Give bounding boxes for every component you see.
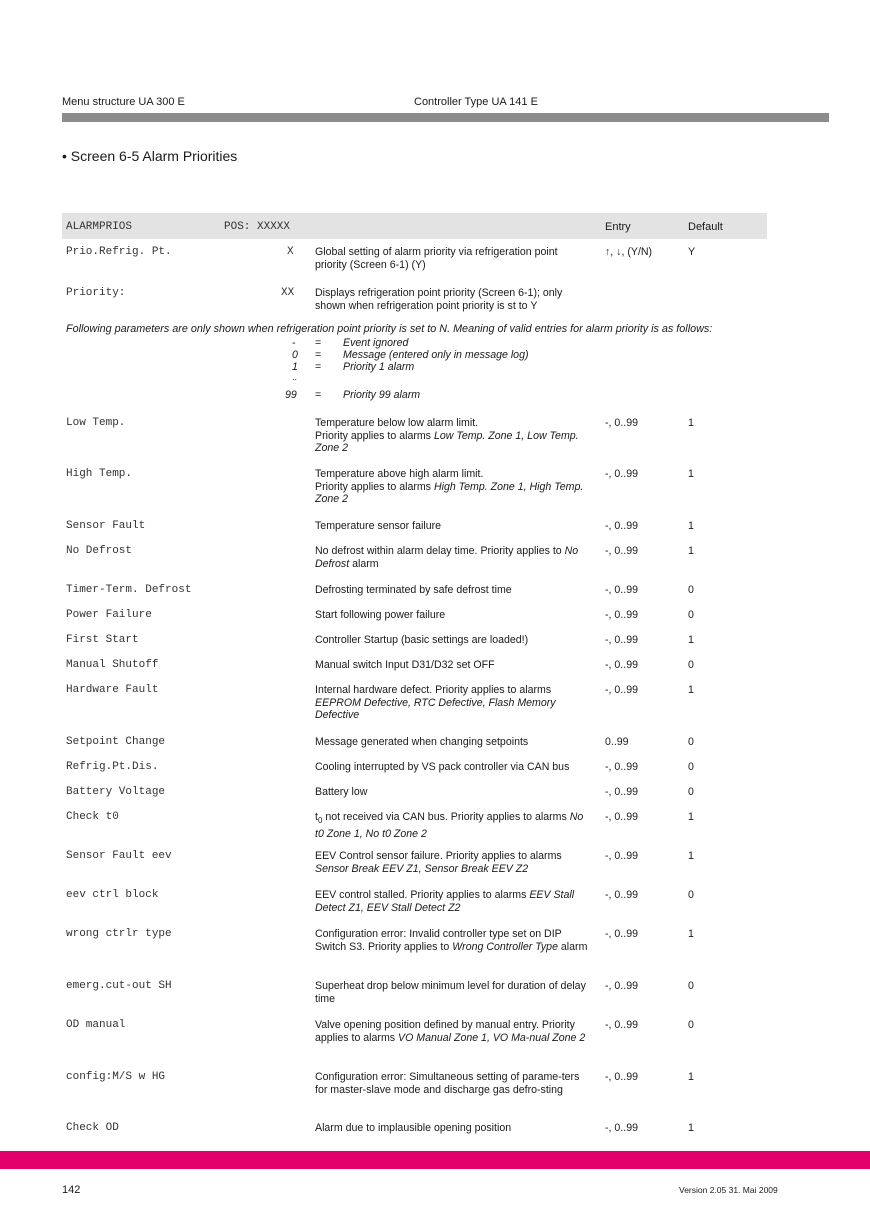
desc-text: Temperature sensor failure [315, 520, 442, 532]
header-rule [62, 113, 829, 122]
param-entry: -, 0..99 [605, 417, 638, 429]
legend-text: Priority 99 alarm [343, 389, 421, 401]
param-default: 1 [688, 850, 694, 862]
param-default: 1 [688, 634, 694, 646]
desc-text: Temperature above high alarm limit. [315, 468, 484, 480]
desc-alarm-names: EEV Stall Detect Z1, EEV Stall Detect Z2 [315, 889, 575, 914]
legend-key: 0 [292, 349, 298, 361]
param-description [315, 928, 591, 953]
param-description [315, 520, 591, 533]
param-default: 1 [688, 811, 694, 823]
priority-legend [0, 337, 870, 403]
param-name: First Start [66, 634, 139, 646]
desc-text: alarm [557, 940, 588, 953]
legend-key: - [292, 337, 296, 349]
param-entry: -, 0..99 [605, 889, 638, 901]
param-description [315, 1122, 591, 1135]
param-entry: -, 0..99 [605, 468, 638, 480]
legend-eq: = [315, 349, 322, 361]
desc-text: Priority applies to alarms [315, 429, 434, 442]
desc-text: Valve opening position defined by manual entry. Priority applies to alarms [315, 1019, 575, 1044]
param-description [315, 761, 591, 774]
desc-alarm-names: No Defrost [315, 545, 579, 570]
legend-key: 99 [285, 389, 297, 401]
desc-text: Defrosting terminated by safe defrost time [315, 584, 512, 596]
param-default: 1 [688, 1122, 694, 1134]
desc-text: EEV control stalled. Priority applies to alarms [315, 889, 530, 901]
param-entry: -, 0..99 [605, 811, 638, 823]
desc-alarm-names: High Temp. Zone 1, High Temp. Zone 2 [315, 480, 584, 505]
desc-text: No defrost within alarm delay time. Priority applies to [315, 545, 565, 557]
param-description [315, 786, 591, 799]
param-entry: ↑, ↓, (Y/N) [605, 246, 653, 258]
param-description [315, 609, 591, 622]
param-name: Sensor Fault [66, 520, 146, 532]
note-text: Following parameters are only shown when refrigeration point priority is set to N. Meaning of valid entries for alarm priority is as follows: [66, 323, 713, 335]
param-name: Manual Shutoff [66, 659, 159, 671]
param-entry: -, 0..99 [605, 1122, 638, 1134]
param-name: Power Failure [66, 609, 152, 621]
param-name: No Defrost [66, 545, 133, 557]
param-description: Global setting of alarm priority via refrigeration point priority (Screen 6-1) (Y) [315, 246, 558, 271]
desc-text: not received via CAN bus. Priority applies to alarms [322, 811, 570, 823]
param-entry: -, 0..99 [605, 684, 638, 696]
param-name: Timer-Term. Defrost [66, 584, 192, 596]
param-description [315, 1019, 591, 1044]
desc-text: Priority applies to alarms [315, 480, 434, 493]
desc-alarm-names: EEPROM Defective, RTC Defective, Flash Memory Defective [315, 696, 556, 721]
param-default: 0 [688, 584, 694, 596]
param-entry: -, 0..99 [605, 850, 638, 862]
param-name: Low Temp. [66, 417, 126, 429]
legend-key: 1 [292, 361, 298, 373]
param-name: emerg.cut-out SH [66, 980, 172, 992]
table-header-entry: Entry [605, 221, 631, 233]
param-default: 0 [688, 659, 694, 671]
desc-text: Battery low [315, 786, 368, 798]
desc-text: Controller Startup (basic settings are loaded!) [315, 634, 529, 646]
section-title-text: Screen 6-5 Alarm Priorities [70, 148, 238, 164]
desc-alarm-names: Sensor Break EEV Z1, Sensor Break EEV Z2 [315, 862, 529, 875]
desc-text: Internal hardware defect. Priority applies to alarms [315, 684, 552, 696]
desc-text: Message generated when changing setpoints [315, 736, 529, 748]
param-default: 0 [688, 786, 694, 798]
desc-alarm-names: No t0 Zone 1, No t0 Zone 2 [315, 811, 584, 840]
param-description [315, 417, 591, 455]
desc-text: Configuration error: Invalid controller type set on DIP Switch S3. Priority applies to [315, 928, 562, 953]
param-description [315, 980, 591, 1005]
param-name: Priority: [66, 287, 126, 299]
desc-subscript: 0 [317, 816, 323, 826]
footer-bar [0, 1151, 870, 1169]
desc-alarm-names: VO Manual Zone 1, VO Ma-nual Zone 2 [398, 1031, 586, 1044]
param-default: Y [688, 246, 696, 258]
desc-prefix: t [315, 811, 318, 823]
param-entry: -, 0..99 [605, 659, 638, 671]
desc-text: alarm [349, 557, 379, 570]
param-default: 0 [688, 1019, 694, 1031]
param-entry: -, 0..99 [605, 761, 638, 773]
running-header-left: Menu structure UA 300 E [62, 96, 185, 108]
param-entry: -, 0..99 [605, 584, 638, 596]
desc-text: Configuration error: Simultaneous setting of parame-ters for master-slave mode and discharge gas defro-sting [315, 1071, 580, 1096]
section-title [62, 148, 237, 164]
param-entry: -, 0..99 [605, 928, 638, 940]
param-name: Check OD [66, 1122, 119, 1134]
desc-text: Superheat drop below minimum level for duration of delay time [315, 980, 586, 1005]
param-description [315, 811, 591, 840]
param-default: 0 [688, 980, 694, 992]
param-description [315, 545, 591, 570]
param-default: 1 [688, 1071, 694, 1083]
param-name: Battery Voltage [66, 786, 166, 798]
param-default: 0 [688, 609, 694, 621]
param-description [315, 850, 591, 875]
param-default: 0 [688, 889, 694, 901]
param-default: 1 [688, 928, 694, 940]
param-entry: -, 0..99 [605, 786, 638, 798]
param-default: 1 [688, 545, 694, 557]
param-default: 1 [688, 417, 694, 429]
param-name: Hardware Fault [66, 684, 159, 696]
legend-text: Priority 1 alarm [343, 361, 415, 373]
param-value: X [287, 246, 294, 258]
param-name: Check t0 [66, 811, 119, 823]
param-description [315, 659, 591, 672]
param-name: High Temp. [66, 468, 133, 480]
param-name: Setpoint Change [66, 736, 166, 748]
param-default: 0 [688, 761, 694, 773]
legend-eq: = [315, 361, 322, 373]
table-header-pos: POS: XXXXX [224, 221, 291, 233]
legend-text: Event ignored [343, 337, 409, 349]
param-entry: -, 0..99 [605, 634, 638, 646]
param-name: config:M/S w HG [66, 1071, 166, 1083]
param-value: XX [281, 287, 295, 299]
desc-text: Manual switch Input D31/D32 set OFF [315, 659, 495, 671]
param-description [315, 889, 591, 914]
param-default: 1 [688, 468, 694, 480]
param-entry: -, 0..99 [605, 545, 638, 557]
table-header [62, 213, 767, 239]
param-entry: -, 0..99 [605, 1071, 638, 1083]
param-description [315, 736, 591, 749]
param-entry: 0..99 [605, 736, 629, 748]
legend-eq: = [315, 389, 322, 401]
param-name: Prio.Refrig. Pt. [66, 246, 172, 258]
param-entry: -, 0..99 [605, 609, 638, 621]
page-number: 142 [62, 1184, 81, 1196]
running-header-center: Controller Type UA 141 E [414, 96, 538, 108]
desc-text: Start following power failure [315, 609, 446, 621]
param-name: Refrig.Pt.Dis. [66, 761, 159, 773]
param-description [315, 1071, 591, 1096]
legend-eq: = [315, 337, 322, 349]
desc-text: EEV Control sensor failure. Priority applies to alarms [315, 850, 562, 862]
param-name: wrong ctrlr type [66, 928, 172, 940]
version-info: Version 2.05 31. Mai 2009 [679, 1185, 778, 1195]
param-entry: -, 0..99 [605, 1019, 638, 1031]
legend-text: Message (entered only in message log) [343, 349, 529, 361]
param-description [315, 584, 591, 597]
desc-alarm-names: Wrong Controller Type [452, 940, 558, 953]
desc-alarm-names: Low Temp. Zone 1, Low Temp. Zone 2 [315, 429, 579, 454]
param-default: 1 [688, 684, 694, 696]
param-name: Sensor Fault eev [66, 850, 172, 862]
param-description: Displays refrigeration point priority (Screen 6-1); only shown when refrigeration point priority is st to Y [315, 287, 563, 312]
desc-text: Cooling interrupted by VS pack controller via CAN bus [315, 761, 570, 773]
desc-text: Alarm due to implausible opening position [315, 1122, 512, 1134]
param-description [315, 468, 591, 506]
desc-text: Temperature below low alarm limit. [315, 417, 479, 429]
param-default: 1 [688, 520, 694, 532]
table-header-code: ALARMPRIOS [66, 221, 133, 233]
param-name: OD manual [66, 1019, 126, 1031]
param-entry: -, 0..99 [605, 520, 638, 532]
bullet-icon: • [62, 148, 67, 164]
param-entry: -, 0..99 [605, 980, 638, 992]
table-header-default: Default [688, 221, 723, 233]
legend-key: .. [292, 372, 298, 382]
param-default: 0 [688, 736, 694, 748]
param-description [315, 634, 591, 647]
param-name: eev ctrl block [66, 889, 159, 901]
param-description [315, 684, 591, 722]
